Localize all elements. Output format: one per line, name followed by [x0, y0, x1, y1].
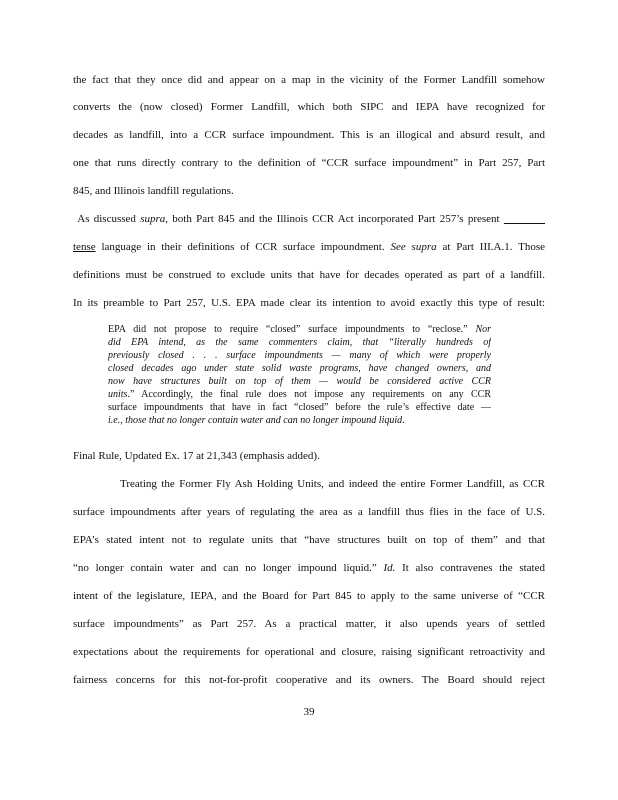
- text-run: As discussed: [77, 213, 141, 225]
- paragraph-3-line-6: surface impoundments” as Part 257. As a practical matter, it also upends years of settled: [73, 618, 545, 630]
- text-run: surface impoundments that have in fact “closed” before the rule’s effective date —: [108, 402, 491, 413]
- paragraph-3-line-8: fairness concerns for this not-for-profit cooperative and its owners. The Board should reject: [73, 674, 545, 686]
- italic-run: units: [108, 389, 128, 400]
- paragraph-3-line-1: Treating the Former Fly Ash Holding Units, and indeed the entire Former Landfill, as CCR: [120, 478, 545, 490]
- text-run: “no longer contain water and can no longer impound liquid.”: [73, 562, 384, 574]
- citation-line: Final Rule, Updated Ex. 17 at 21,343 (emphasis added).: [73, 450, 320, 462]
- paragraph-2-line-2: [73, 240, 545, 254]
- paragraph-1-line-1: the fact that they once did and appear on a map in the vicinity of the Former Landfill somehow: [73, 74, 545, 86]
- quote-line-1: [108, 323, 491, 336]
- italic-run: closed decades ago under state solid waste programs, have changed owners, and: [108, 363, 491, 374]
- italic-run: i.e., those that no longer contain water and can no longer impound liquid: [108, 415, 403, 426]
- paragraph-1-line-3: decades as landfill, into a CCR surface impoundment. This is an illogical and absurd result, and: [73, 129, 545, 141]
- quote-line-8: [108, 414, 491, 427]
- text-run: It also contravenes the stated: [395, 562, 545, 574]
- paragraph-1-line-2: converts the (now closed) Former Landfill, which both SIPC and IEPA have recognized for: [73, 101, 545, 113]
- italic-citation: Id.: [383, 562, 396, 574]
- quote-line-7: [108, 401, 491, 414]
- paragraph-2-line-4: In its preamble to Part 257, U.S. EPA made clear its intention to avoid exactly this type of result:: [73, 297, 545, 309]
- quote-line-2: [108, 336, 491, 349]
- page-number: 39: [303, 706, 315, 718]
- quote-line-5: [108, 375, 491, 388]
- underline-blank: [504, 213, 545, 225]
- quote-line-4: [108, 362, 491, 375]
- italic-run: previously closed . . . surface impoundments — many of which were properly: [108, 350, 491, 361]
- paragraph-3-line-5: intent of the legislature, IEPA, and the Board for Part 845 to apply to the same universe of “CCR: [73, 590, 545, 602]
- italic-run: Nor: [475, 324, 491, 335]
- paragraph-1-line-5: 845, and Illinois landfill regulations.: [73, 185, 234, 197]
- paragraph-3-line-4: [73, 561, 545, 575]
- paragraph-3-line-7: expectations about the requirements for operational and closure, raising significant retroactivity and: [73, 646, 545, 658]
- text-run: , both Part 845 and the Illinois CCR Act incorporated Part 257’s present: [165, 213, 500, 225]
- italic-run: did EPA intend, as the same commenters claim, that “literally hundreds of: [108, 337, 491, 348]
- italic-run: now have structures built on top of them — would be considered active CCR: [108, 376, 491, 387]
- paragraph-3-line-3: EPA’s stated intent not to regulate units that “have structures built on top of them” and that: [73, 534, 545, 546]
- paragraph-3-line-2: surface impoundments after years of regulating the area as a landfill thus flies in the face of U.S.: [73, 506, 545, 518]
- text-run: language in their definitions of CCR surface impoundment.: [95, 241, 391, 253]
- underlined-word: tense: [73, 241, 96, 253]
- text-run: .: [402, 415, 405, 426]
- paragraph-2-line-3: definitions must be construed to exclude units that have for decades operated as part of a landfill.: [73, 269, 545, 281]
- paragraph-2-line-1: [73, 212, 545, 226]
- paragraph-1-line-4: one that runs directly contrary to the definition of “CCR surface impoundment” in Part 257, Part: [73, 157, 545, 169]
- quote-line-3: [108, 349, 491, 362]
- italic-citation: See supra: [390, 241, 437, 253]
- text-run: .” Accordingly, the final rule does not impose any requirements on any CCR: [127, 389, 491, 400]
- text-run: at Part III.A.1. Those: [436, 241, 545, 253]
- text-run: EPA did not propose to require “closed” surface impoundments to “reclose.”: [108, 324, 476, 335]
- quote-line-6: [108, 388, 491, 401]
- block-quote: [108, 323, 491, 427]
- italic-citation: supra: [140, 213, 166, 225]
